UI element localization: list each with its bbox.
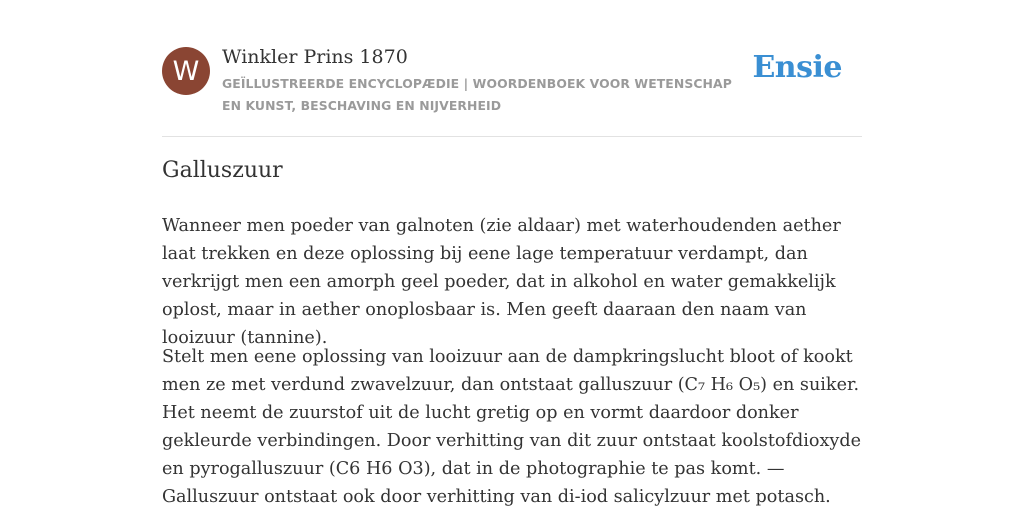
article-paragraph-2: Stelt men eene oplossing van looizuur aan de dampkringslucht bloot of kookt men ze met verdund zwavelzuur, dan ontstaat galluszuur (C₇ H₆ O₅) en suiker. Het neemt de zuurstof uit de lucht gretig op en vormt daardoor donker gekleurde verbindingen. Door verhitting van dit zuur ontstaat koolstofdioxyde en pyrogalluszuur (C6 H6 O3), dat in de photographie te pas komt. — Galluszuur ontstaat ook door verhitting van di-iod salicylzuur met potasch. [162,347,862,507]
page-container [162,0,862,507]
source-title[interactable]: Winkler Prins 1870 [222,46,408,68]
article-paragraph-1: Wanneer men poeder van galnoten (zie aldaar) met waterhoudenden aether laat trekken en deze oplossing bij eene lage temperatuur verdampt, dan verkrijgt men een amorph geel poeder, dat in alkohol en water gemakkelijk oplost, maar in aether onoplosbaar is. Men geeft daaraan den naam van looizuur (tannine). [162,216,841,348]
article-title: Galluszuur [162,158,283,183]
source-subtitle: GEÏLLUSTREERDE ENCYCLOPÆDIE | WOORDENBOEK VOOR WETENSCHAP EN KUNST, BESCHAVING EN NIJVERHEID [222,76,732,113]
avatar[interactable]: W [162,47,210,95]
header [162,0,862,137]
ensie-logo[interactable]: Ensie [752,50,842,85]
